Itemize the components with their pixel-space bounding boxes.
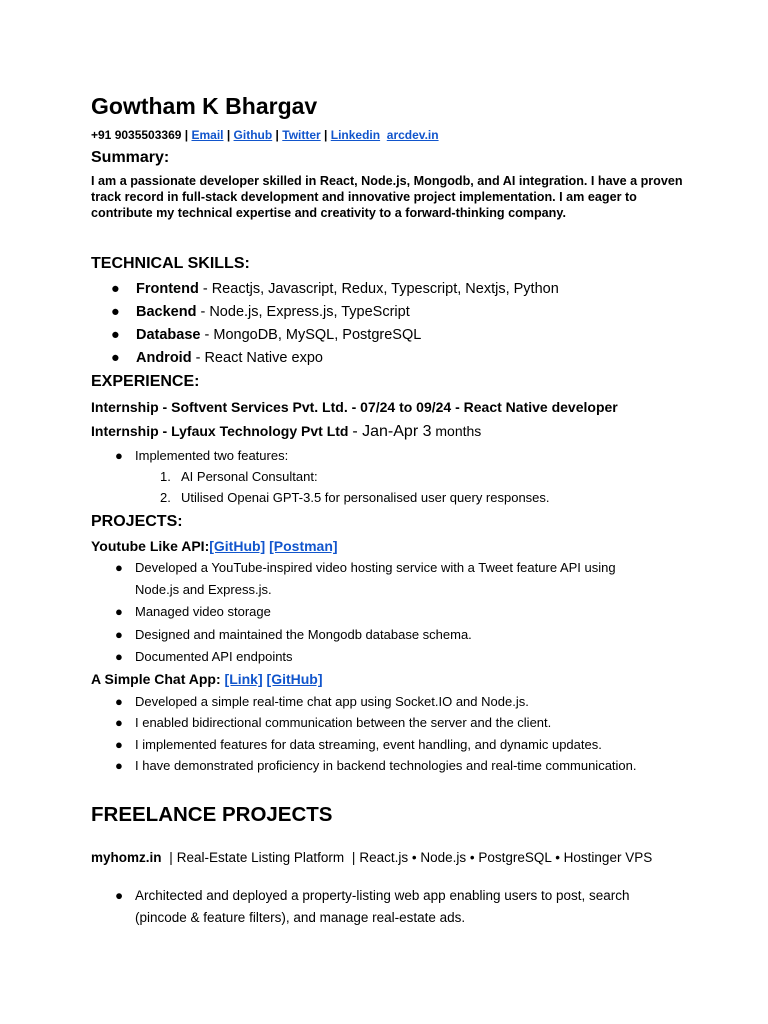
list-item <box>115 648 293 665</box>
skill-text: - React Native expo <box>191 350 323 366</box>
project-github-link[interactable]: [GitHub] <box>209 538 266 554</box>
project-title-youtube <box>91 537 338 555</box>
skill-label: Frontend <box>136 281 199 297</box>
bullet-icon: ● <box>115 560 123 575</box>
item-number: 2. <box>160 490 171 505</box>
bullet-icon: ● <box>115 448 123 463</box>
bullet-icon: ● <box>111 304 120 320</box>
experience-months: months <box>435 423 482 439</box>
separator: | <box>351 850 356 865</box>
freelance-heading: FREELANCE PROJECTS <box>91 803 333 826</box>
summary-heading: Summary: <box>91 149 170 166</box>
skills-heading: TECHNICAL SKILLS: <box>91 255 250 272</box>
project-postman-link[interactable]: [Postman] <box>269 538 338 554</box>
bullet-icon: ● <box>115 694 123 709</box>
phone-number: +91 9035503369 <box>91 128 182 142</box>
list-item-text: Architected and deployed a property-listing web app enabling users to post, search (pincode & feature filters), and manage real-estate ads. <box>135 888 630 925</box>
numbered-item <box>160 489 550 506</box>
bullet-icon: ● <box>115 649 123 664</box>
numbered-item-text: Utilised Openai GPT-3.5 for personalised user query responses. <box>181 490 550 505</box>
project-github-link[interactable]: [GitHub] <box>266 671 323 687</box>
bullet-icon: ● <box>111 281 120 297</box>
twitter-link[interactable]: Twitter <box>282 128 321 142</box>
list-item <box>115 885 675 929</box>
bullet-icon: ● <box>111 327 120 343</box>
numbered-item <box>160 468 318 485</box>
list-item <box>115 757 637 774</box>
list-item-text: Managed video storage <box>135 604 271 619</box>
list-item <box>115 736 602 753</box>
project-name: A Simple Chat App: <box>91 671 221 687</box>
freelance-description: Real-Estate Listing Platform <box>176 850 345 865</box>
skill-text: - Reactjs, Javascript, Redux, Typescript, Nextjs, Python <box>198 281 559 297</box>
list-item <box>115 559 616 576</box>
experience-lyfaux <box>91 422 481 441</box>
list-item-text: Documented API endpoints <box>135 649 293 664</box>
experience-heading: EXPERIENCE: <box>91 373 200 390</box>
skill-item-android <box>111 348 323 368</box>
list-item-text: Developed a simple real-time chat app using Socket.IO and Node.js. <box>135 694 529 709</box>
separator: | <box>184 128 189 142</box>
github-link[interactable]: Github <box>233 128 273 142</box>
skill-label: Database <box>136 327 201 343</box>
list-item-text: Developed a YouTube-inspired video hosting service with a Tweet feature API using <box>135 560 616 575</box>
skill-text: - Node.js, Express.js, TypeScript <box>196 304 410 320</box>
list-item <box>115 626 472 643</box>
skill-item-database <box>111 325 421 345</box>
bullet-icon: ● <box>115 715 123 730</box>
list-item-text: Implemented two features: <box>135 448 289 463</box>
bullet-icon: ● <box>111 350 120 366</box>
contact-line <box>91 127 439 143</box>
project-name: Youtube Like API: <box>91 538 210 554</box>
experience-dates: - Jan-Apr 3 <box>352 423 432 440</box>
separator: | <box>169 850 173 865</box>
website-link[interactable]: arcdev.in <box>386 128 439 142</box>
bullet-icon: ● <box>115 888 124 903</box>
bullet-icon: ● <box>115 737 123 752</box>
list-item-text: I enabled bidirectional communication between the server and the client. <box>135 715 552 730</box>
separator: | <box>226 128 231 142</box>
skill-item-backend <box>111 302 410 322</box>
list-item-text: I have demonstrated proficiency in backend technologies and real-time communication. <box>135 758 637 773</box>
summary-text: I am a passionate developer skilled in React, Node.js, Mongodb, and AI integration. I have a proven track record in full-stack development and innovative project implementation. I am eager to contribute my technical expertise and creativity to a forward-thinking company. <box>91 174 683 221</box>
bullet-icon: ● <box>115 627 123 642</box>
list-item-text: I implemented features for data streaming, event handling, and dynamic updates. <box>135 737 602 752</box>
list-item <box>115 603 271 620</box>
item-number: 1. <box>160 469 171 484</box>
list-item <box>115 447 288 464</box>
skill-item-frontend <box>111 279 559 299</box>
freelance-stack: React.js • Node.js • PostgreSQL • Hostinger VPS <box>359 850 653 865</box>
freelance-project-line <box>91 849 652 867</box>
bullet-icon: ● <box>115 758 123 773</box>
experience-softvent: Internship - Softvent Services Pvt. Ltd. - 07/24 to 09/24 - React Native developer <box>91 399 618 415</box>
skill-text: - MongoDB, MySQL, PostgreSQL <box>200 327 422 343</box>
skill-label: Android <box>136 350 192 366</box>
numbered-item-text: AI Personal Consultant: <box>181 469 318 484</box>
bullet-icon: ● <box>115 604 123 619</box>
company-name: Internship - Lyfaux Technology Pvt Ltd <box>91 423 349 439</box>
email-link[interactable]: Email <box>191 128 224 142</box>
skill-label: Backend <box>136 304 197 320</box>
separator: | <box>275 128 279 142</box>
project-title-chat-app <box>91 670 323 688</box>
list-item <box>115 714 551 731</box>
project-demo-link[interactable]: [Link] <box>224 671 263 687</box>
list-item <box>115 693 529 710</box>
list-item-text: Designed and maintained the Mongodb database schema. <box>135 627 472 642</box>
freelance-site: myhomz.in <box>91 850 162 865</box>
linkedin-link[interactable]: Linkedin <box>330 128 381 142</box>
list-item-text: Node.js and Express.js. <box>135 582 272 597</box>
list-item-continuation <box>115 581 272 598</box>
projects-heading: PROJECTS: <box>91 513 183 530</box>
candidate-name: Gowtham K Bhargav <box>91 93 318 119</box>
separator: | <box>324 128 328 142</box>
